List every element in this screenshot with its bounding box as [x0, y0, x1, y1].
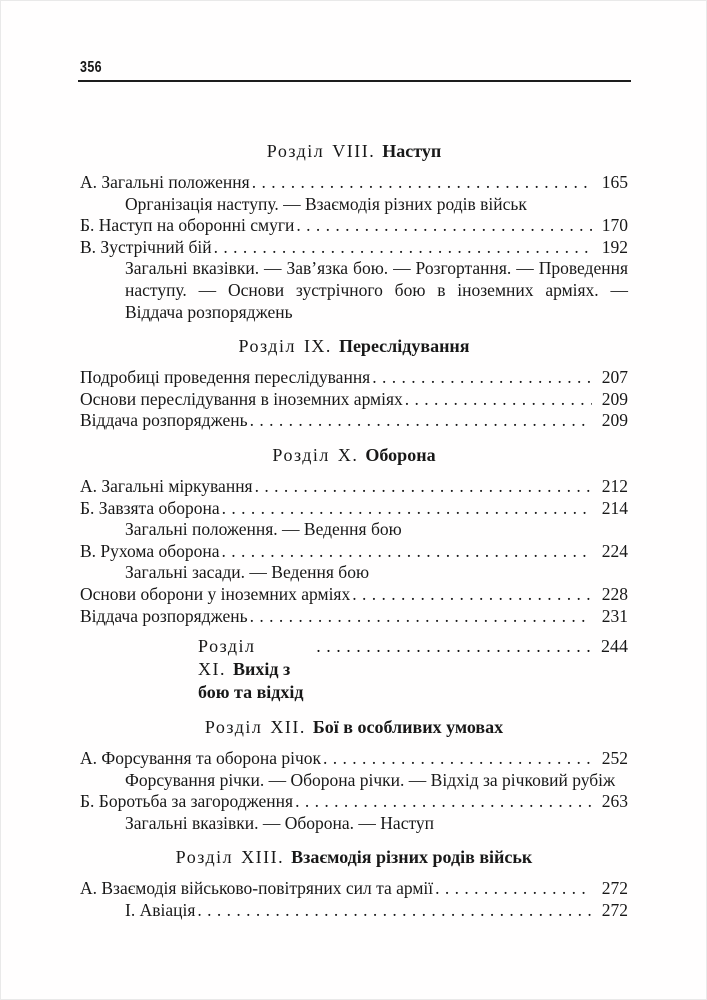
toc-entry-page: 212 — [601, 475, 628, 496]
header-rule — [78, 80, 631, 82]
dot-leader — [252, 172, 592, 194]
chapter-heading-xii — [80, 716, 628, 739]
dot-leader — [214, 237, 592, 259]
toc-entry-annotation: Загальні засади. — Ведення бою — [125, 562, 370, 583]
toc-entry-label: А. Взаємодія військово-повітряних сил та армії — [80, 878, 434, 899]
toc-entry-page: 224 — [601, 540, 628, 561]
toc-entry-label: А. Загальні положення — [80, 172, 250, 192]
dot-leader — [372, 367, 592, 389]
toc-entry-page: 192 — [601, 236, 628, 257]
dot-leader — [250, 410, 592, 432]
toc-entry-label: В. Рухома оборона — [80, 540, 220, 561]
toc-entry-page: 214 — [601, 497, 628, 518]
chapter-prefix: Розділ XII. — [204, 717, 306, 738]
toc-entry-label: Б. Боротьба за загородження — [80, 791, 294, 812]
toc-entry-label: І. Авіація — [125, 900, 196, 921]
toc-entry — [80, 215, 628, 237]
toc-entry-page: 170 — [601, 215, 628, 236]
toc-entry-label: Основи переслідування в іноземних арміях — [80, 388, 403, 409]
toc-entry-label: Віддача розпоряджень — [80, 410, 248, 431]
toc-entry-page: 244 — [601, 636, 628, 657]
toc-entry-annotation: Загальні вказівки. — Зав’язка бою. — Розгортання. — Проведення наступу. — Основи зустрічного бою в іноземних арміях. — Віддача розпоряджень — [125, 258, 628, 322]
toc-entry-page: 165 — [601, 172, 628, 192]
toc-entry-label: Б. Наступ на оборонні смуги — [80, 215, 295, 236]
dot-leader — [296, 215, 592, 237]
toc-entry-label: Віддача розпоряджень — [80, 605, 248, 626]
toc-entry-page: 252 — [601, 748, 628, 769]
toc-entry-page: 228 — [601, 583, 628, 604]
dot-leader — [250, 606, 592, 628]
toc-entry-label: А. Форсування та оборона річок — [80, 748, 322, 769]
toc-entry-label: В. Зустрічний бій — [80, 236, 212, 257]
toc-entry-label: Подробиці проведення переслідування — [80, 367, 371, 388]
toc-entry-label: Основи оборони у іноземних арміях — [80, 583, 351, 604]
chapter-heading-xiii — [80, 846, 628, 869]
chapter-title: Взаємодія різних родів військ — [291, 847, 533, 868]
toc-entry-page: 272 — [601, 900, 628, 921]
dot-leader — [197, 900, 592, 922]
toc-entry — [80, 410, 628, 432]
toc-entry — [80, 237, 628, 259]
toc-entry-annotation: Організація наступу. — Взаємодія різних родів військ — [125, 193, 527, 214]
chapter-prefix: Розділ IX. — [238, 336, 332, 357]
dot-leader — [405, 389, 592, 411]
toc-entry — [80, 606, 628, 628]
chapter-prefix: Розділ XIII. — [175, 847, 285, 868]
toc-entry-page: 207 — [601, 367, 628, 388]
toc-entry — [80, 878, 628, 900]
chapter-heading-viii — [80, 140, 628, 163]
chapter-prefix: Розділ XI. — [198, 636, 256, 680]
toc-entry-page: 272 — [601, 878, 628, 899]
toc-entry — [80, 791, 628, 813]
toc-entry-page: 209 — [601, 410, 628, 431]
chapter-title: Переслідування — [338, 336, 470, 357]
toc-entry — [80, 541, 628, 563]
dot-leader — [352, 584, 592, 606]
chapter-title: Бої в особливих умовах — [312, 717, 504, 738]
dot-leader — [222, 541, 592, 563]
toc-entry-page: 263 — [601, 791, 628, 812]
toc-entry — [80, 900, 628, 922]
chapter-title: Вихід з бою та відхід — [198, 659, 304, 703]
chapter-heading-x — [80, 444, 628, 467]
toc-entry-label: А. Загальні міркування — [80, 475, 253, 496]
toc-entry-page: 209 — [601, 388, 628, 409]
toc-entry — [80, 748, 628, 770]
chapter-prefix: Розділ VIII. — [266, 141, 376, 161]
chapter-heading-ix — [80, 335, 628, 358]
toc-entry — [80, 584, 628, 606]
chapter-heading-xi — [80, 635, 628, 704]
chapter-title: Оборона — [365, 444, 436, 465]
chapter-prefix: Розділ X. — [272, 444, 359, 465]
chapter-label — [198, 635, 314, 704]
dot-leader — [255, 476, 592, 498]
toc-entry — [80, 172, 628, 194]
folio-page-number: 356 — [80, 59, 102, 76]
dot-leader — [435, 878, 592, 900]
dot-leader — [295, 791, 592, 813]
toc-entry — [80, 498, 628, 520]
dot-leader — [222, 498, 592, 520]
toc-entry — [80, 367, 628, 389]
dot-leader — [316, 635, 592, 658]
chapter-title: Наступ — [382, 141, 442, 161]
dot-leader — [323, 748, 592, 770]
toc-entry-page: 231 — [601, 605, 628, 626]
toc-entry-annotation: Загальні вказівки. — Оборона. — Наступ — [125, 812, 435, 833]
toc-entry — [80, 476, 628, 498]
toc-entry — [80, 389, 628, 411]
toc-entry-label: Б. Завзята оборона — [80, 497, 220, 518]
toc-entry-annotation: Форсування річки. — Оборона річки. — Відхід за річковий рубіж — [125, 769, 616, 790]
table-of-contents — [80, 140, 628, 922]
toc-entry-annotation: Загальні положення. — Ведення бою — [125, 519, 402, 540]
